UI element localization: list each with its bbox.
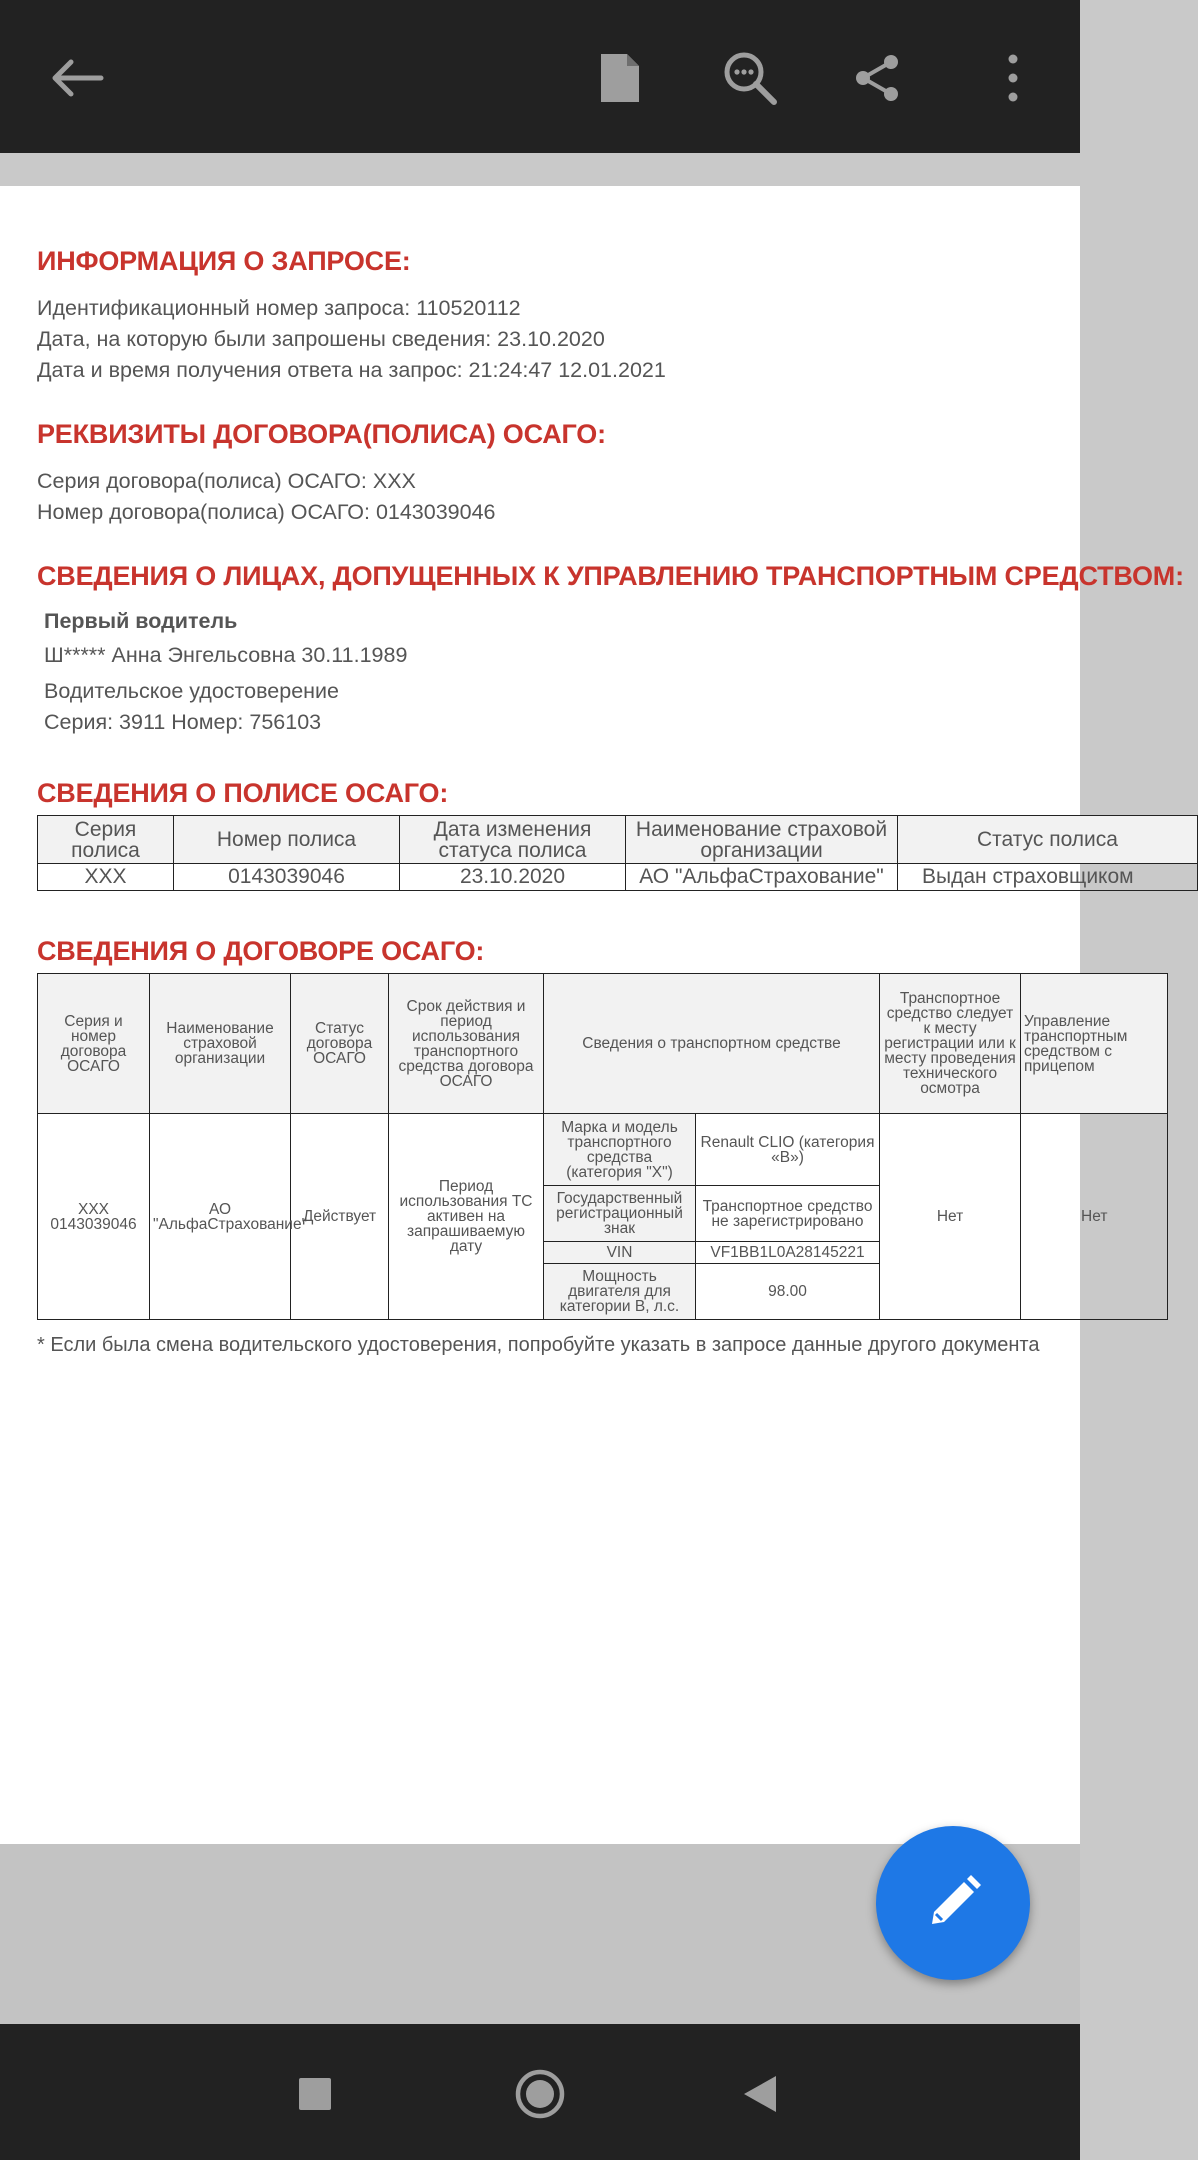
- policy-series-line: Серия договора(полиса) ОСАГО: XXX: [37, 469, 416, 493]
- license-line: Серия: 3911 Номер: 756103: [44, 710, 322, 734]
- column-header: Серия полиса: [38, 816, 174, 864]
- table-cell: Нет: [880, 1114, 1021, 1320]
- pencil-icon: [922, 1872, 984, 1934]
- first-driver-label: Первый водитель: [44, 609, 238, 633]
- driver-name-line: Ш***** Анна Энгельсовна 30.11.1989: [44, 643, 408, 667]
- table-cell: Период использования ТС активен на запрашиваемую дату: [389, 1114, 544, 1320]
- edit-fab-button[interactable]: [876, 1826, 1030, 1980]
- policy-info-heading: СВЕДЕНИЯ О ПОЛИСЕ ОСАГО:: [37, 778, 449, 808]
- response-time-line: Дата и время получения ответа на запрос: 21:24:47 12.01.2021: [37, 358, 666, 382]
- vehicle-value-cell: Транспортное средство не зарегистрировано: [696, 1186, 880, 1242]
- license-label: Водительское удостоверение: [44, 679, 340, 703]
- policy-number-line: Номер договора(полиса) ОСАГО: 0143039046: [37, 500, 496, 524]
- column-header: Срок действия и период использования транспортного средства договора ОСАГО: [389, 974, 544, 1114]
- policy-details-heading: РЕКВИЗИТЫ ДОГОВОРА(ПОЛИСА) ОСАГО:: [37, 419, 606, 449]
- vehicle-value-cell: VF1BB1L0A28145221: [696, 1242, 880, 1264]
- table-cell: АО "АльфаСтрахование": [150, 1114, 291, 1320]
- back-triangle-icon[interactable]: [720, 2054, 800, 2134]
- table-cell: XXX: [38, 864, 174, 891]
- vehicle-value-cell: Renault CLIO (категория «B»): [696, 1114, 880, 1186]
- column-header: Статус полиса: [898, 816, 1198, 864]
- column-header: Серия и номер договора ОСАГО: [38, 974, 150, 1114]
- request-id-line: Идентификационный номер запроса: 110520112: [37, 296, 521, 320]
- back-arrow-icon[interactable]: [37, 38, 117, 118]
- home-circle-icon[interactable]: [500, 2054, 580, 2134]
- vehicle-label-cell: Государственный регистрационный знак: [544, 1186, 696, 1242]
- column-header: Дата изменения статуса полиса: [400, 816, 626, 864]
- policy-info-table: [37, 815, 1198, 891]
- table-cell: XXX 0143039046: [38, 1114, 150, 1320]
- footnote: * Если была смена водительского удостоверения, попробуйте указать в запросе данные другого документа: [37, 1334, 1040, 1356]
- vehicle-label-cell: Марка и модель транспортного средства (категория "X"): [544, 1114, 696, 1186]
- system-navigation-bar: [0, 2024, 1080, 2160]
- request-date-line: Дата, на которую были запрошены сведения: 23.10.2020: [37, 327, 605, 351]
- recents-square-icon[interactable]: [275, 2054, 355, 2134]
- request-info-heading: ИНФОРМАЦИЯ О ЗАПРОСЕ:: [37, 246, 411, 276]
- document-page[interactable]: [0, 186, 1184, 1844]
- top-app-bar: [0, 0, 1080, 153]
- more-vert-icon[interactable]: [973, 38, 1053, 118]
- table-cell: Выдан страховщиком: [898, 864, 1198, 891]
- search-more-icon[interactable]: [710, 38, 790, 118]
- page-gap: [0, 153, 1080, 186]
- column-header: Управление транспортным средством с прицепом: [1021, 974, 1168, 1114]
- table-cell: 23.10.2020: [400, 864, 626, 891]
- column-header: Транспортное средство следует к месту регистрации или к месту проведения технического осмотра: [880, 974, 1021, 1114]
- table-header-row: [38, 816, 1198, 864]
- table-cell: 0143039046: [174, 864, 400, 891]
- column-header: Наименование страховой организации: [626, 816, 898, 864]
- table-row: [38, 864, 1198, 891]
- table-cell: Нет: [1021, 1114, 1168, 1320]
- table-row: [38, 1114, 1168, 1186]
- share-icon[interactable]: [838, 38, 918, 118]
- document-icon[interactable]: [580, 38, 660, 118]
- drivers-heading: СВЕДЕНИЯ О ЛИЦАХ, ДОПУЩЕННЫХ К УПРАВЛЕНИЮ ТРАНСПОРТНЫМ СРЕДСТВОМ:: [37, 561, 1184, 591]
- column-header: Наименование страховой организации: [150, 974, 291, 1114]
- table-header-row: [38, 974, 1168, 1114]
- vehicle-label-cell: VIN: [544, 1242, 696, 1264]
- contract-info-heading: СВЕДЕНИЯ О ДОГОВОРЕ ОСАГО:: [37, 936, 485, 966]
- table-cell: Действует: [291, 1114, 389, 1320]
- column-header: Номер полиса: [174, 816, 400, 864]
- vehicle-label-cell: Мощность двигателя для категории B, л.с.: [544, 1264, 696, 1320]
- column-header: Статус договора ОСАГО: [291, 974, 389, 1114]
- table-cell: АО "АльфаСтрахование": [626, 864, 898, 891]
- contract-info-table: [37, 973, 1168, 1320]
- column-header: Сведения о транспортном средстве: [544, 974, 880, 1114]
- vehicle-value-cell: 98.00: [696, 1264, 880, 1320]
